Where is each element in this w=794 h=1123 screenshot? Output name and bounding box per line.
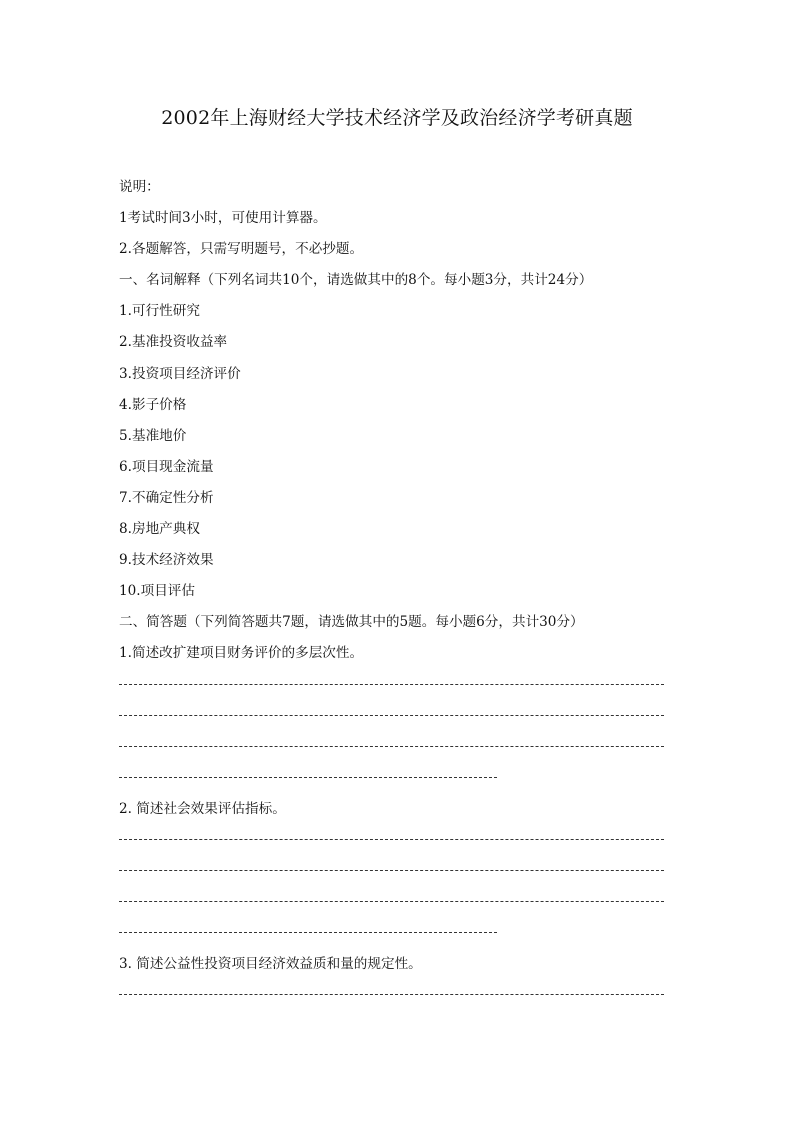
answer-line [119,980,664,1011]
answer-line [119,856,664,887]
answer-line [119,763,497,794]
answer-line [119,670,664,701]
section-heading-terms: 一、名词解释（下列名词共10个，请选做其中的8个。每小题3分，共计24分） [119,272,593,289]
instruction-item: 1考试时间3小时，可使用计算器。 [119,210,327,227]
short-answer-question: 3. 简述公益性投资项目经济效益质和量的规定性。 [119,956,422,973]
term-item: 1.可行性研究 [119,303,200,320]
term-item: 8.房地产典权 [119,521,200,538]
answer-line [119,918,497,949]
term-item: 9.技术经济效果 [119,552,214,569]
answer-line [119,701,664,732]
term-item: 6.项目现金流量 [119,458,214,475]
term-item: 10.项目评估 [119,583,195,600]
term-item: 2.基准投资收益率 [119,334,228,351]
term-item: 5.基准地价 [119,427,187,444]
short-answer-question: 1.简述改扩建项目财务评价的多层次性。 [119,645,364,662]
answer-lines [119,980,664,1011]
short-answer-question: 2. 简述社会效果评估指标。 [119,800,286,817]
answer-lines [119,670,664,794]
term-item: 3.投资项目经济评价 [119,365,241,382]
answer-line [119,732,664,763]
document-body [119,172,669,1012]
term-item: 7.不确定性分析 [119,489,214,506]
answer-line [119,887,664,918]
document-title: 2002年上海财经大学技术经济学及政治经济学考研真题 [161,107,633,129]
instructions-heading: 说明： [119,179,160,195]
instruction-item: 2.各题解答，只需写明题号，不必抄题。 [119,241,364,258]
term-item: 4.影子价格 [119,396,187,413]
answer-lines [119,825,664,949]
section-heading-short-answer: 二、简答题（下列简答题共7题，请选做其中的5题。每小题6分，共计30分） [119,614,584,631]
answer-line [119,825,664,856]
